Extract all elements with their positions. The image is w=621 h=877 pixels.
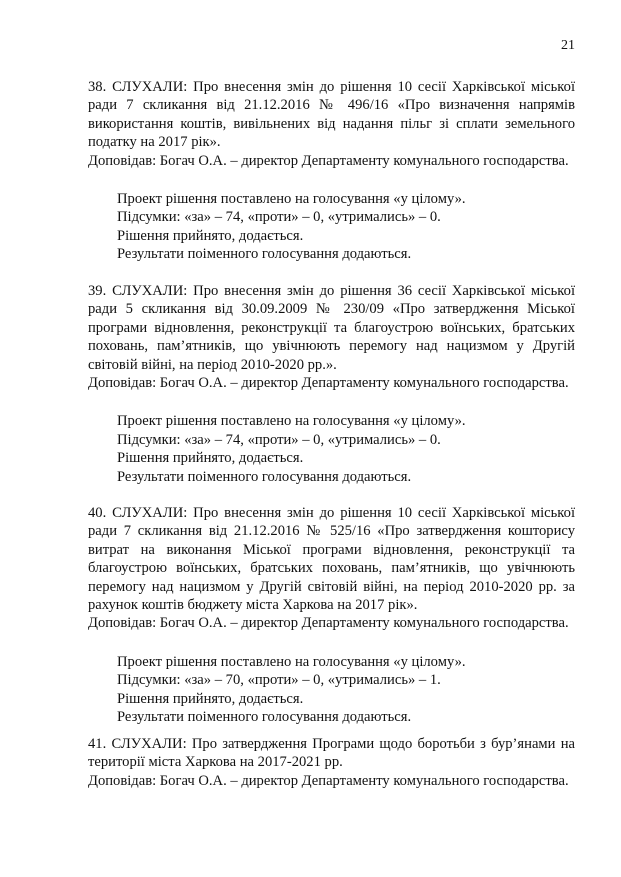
item-line: витрат на виконання Міської програми відновлення, реконструкції та [88,541,575,558]
result-line: Підсумки: «за» – 74, «проти» – 0, «утримались» – 0. [117,209,441,226]
item-line: використання коштів, вивільнених від надання пільг зі сплати земельного [88,115,575,132]
item-line: благоустрою воїнських, братських поховань, пам’ятників, що увічнюють [88,560,575,577]
item-line: ради 7 скликання від 21.12.2016 № 525/16 «Про затвердження кошторису [88,523,575,540]
item-line: податку на 2017 рік». [88,134,221,151]
item-line: світовій війні, на період 2010-2020 рр.». [88,356,337,373]
voting-results [117,190,575,264]
item-line: перемогу над нацизмом у Другій світовій війні, на період 2010-2020 рр. за [88,578,575,595]
voting-results [117,412,575,486]
result-line: Підсумки: «за» – 74, «проти» – 0, «утримались» – 0. [117,431,441,448]
item-line: 39. СЛУХАЛИ: Про внесення змін до рішення 36 сесії Харківської міської [88,283,575,299]
agenda-item-40 [88,504,575,726]
item-line: 40. СЛУХАЛИ: Про внесення змін до рішення 10 сесії Харківської міської [88,505,575,521]
result-line: Проект рішення поставлено на голосування «у цілому». [117,653,466,670]
speaker-line: Доповідав: Богач О.А. – директор Департаменту комунального господарства. [88,375,569,392]
result-line: Підсумки: «за» – 70, «проти» – 0, «утримались» – 1. [117,672,441,689]
voting-results [117,653,575,727]
result-line: Рішення прийнято, додається. [117,690,304,707]
result-line: Результати поіменного голосування додаються. [117,709,412,726]
item-text [88,735,575,772]
speaker-line: Доповідав: Богач О.А. – директор Департаменту комунального господарства. [88,152,569,169]
result-line: Рішення прийнято, додається. [117,227,304,244]
result-line: Проект рішення поставлено на голосування «у цілому». [117,191,466,208]
item-line: 41. СЛУХАЛИ: Про затвердження Програми щодо боротьби з бур’янами на [88,736,575,752]
item-line: 38. СЛУХАЛИ: Про внесення змін до рішення 10 сесії Харківської міської [88,79,575,95]
agenda-item-38 [88,78,575,264]
result-line: Результати поіменного голосування додаються. [117,246,412,263]
result-line: Результати поіменного голосування додаються. [117,468,412,485]
agenda-item-41 [88,735,575,790]
item-line: ради 7 скликання від 21.12.2016 № 496/16 «Про визначення напрямів [88,97,575,114]
item-line: території міста Харкова на 2017-2021 рр. [88,754,343,771]
result-line: Проект рішення поставлено на голосування «у цілому». [117,413,466,430]
speaker-line: Доповідав: Богач О.А. – директор Департаменту комунального господарства. [88,772,569,789]
item-line: поховань, пам’ятників, що увічнюють перемогу над нацизмом у Другій [88,338,575,355]
agenda-item-39 [88,282,575,486]
page-number: 21 [561,38,575,53]
result-line: Рішення прийнято, додається. [117,450,304,467]
item-line: рахунок коштів бюджету міста Харкова на 2017 рік». [88,597,418,614]
speaker-line: Доповідав: Богач О.А. – директор Департаменту комунального господарства. [88,615,569,632]
item-text [88,78,575,152]
item-line: ради 5 скликання від 30.09.2009 № 230/09 «Про затвердження Міської [88,301,575,318]
item-text [88,504,575,614]
item-line: програми відновлення, реконструкції та благоустрою воїнських, братських [88,319,575,336]
item-text [88,282,575,374]
